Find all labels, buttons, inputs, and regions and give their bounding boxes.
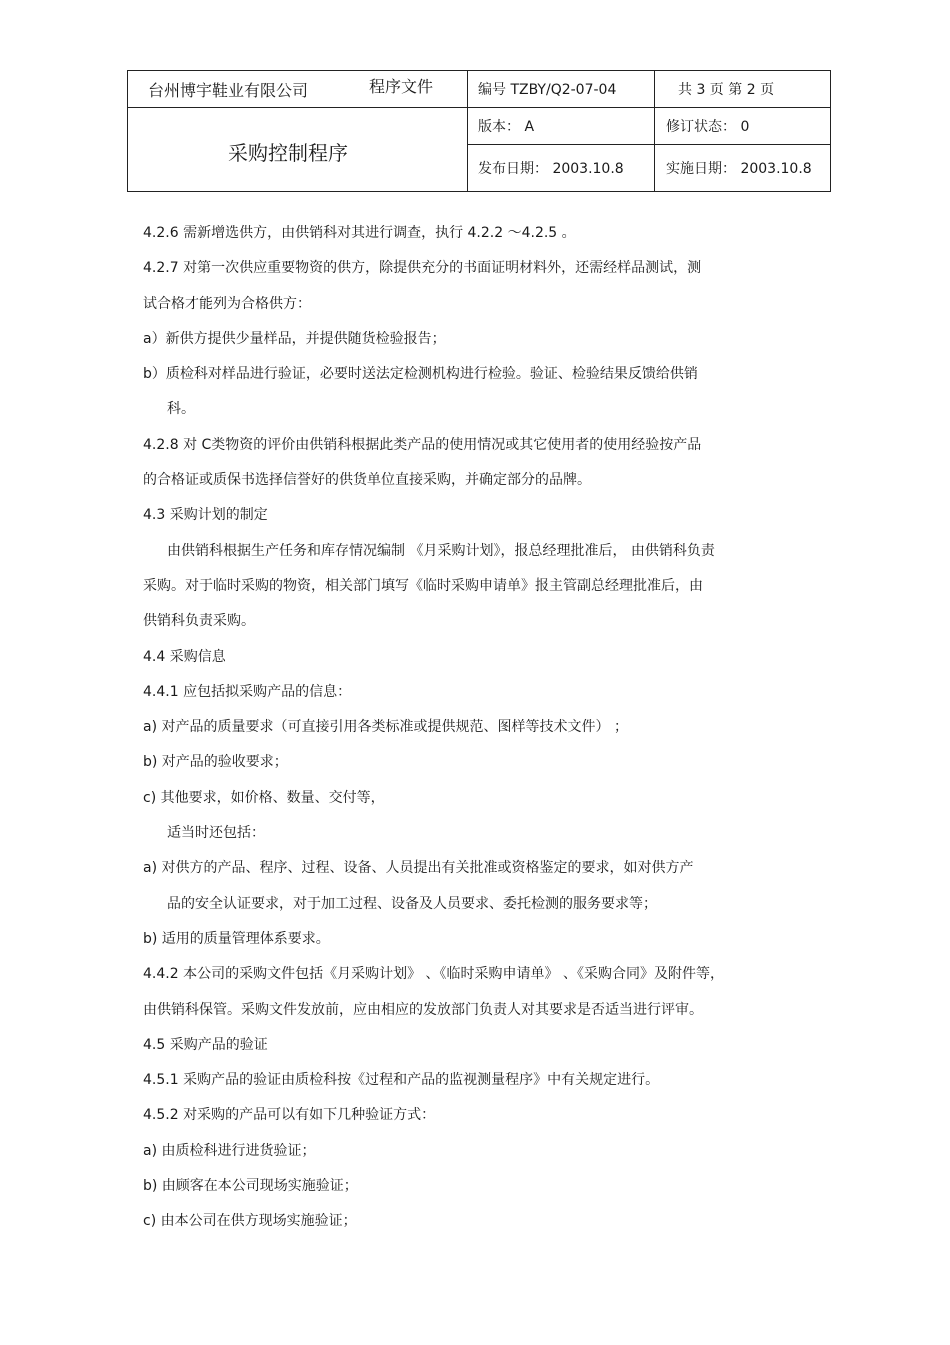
header-divider-vertical-2 xyxy=(654,71,655,191)
body-line: 试合格才能列为合格供方： xyxy=(143,295,311,312)
document-type: 程序文件 xyxy=(369,76,434,96)
list-item: b) 适用的质量管理体系要求。 xyxy=(143,930,330,947)
list-item: a) 对产品的质量要求（可直接引用各类标准或提供规范、图样等技术文件） ； xyxy=(143,719,628,736)
body-line: 品的安全认证要求，对于加工过程、设备及人员要求、委托检测的服务要求等； xyxy=(167,895,657,912)
body-line: 科。 xyxy=(167,401,195,418)
body-line: 供销科负责采购。 xyxy=(143,613,255,630)
body-line: b）质检科对样品进行验证，必要时送法定检测机构进行检验。验证、检验结果反馈给供销 xyxy=(143,366,698,383)
body-line: 4.2.7 对第一次供应重要物资的供方，除提供充分的书面证明材料外，还需经样品测试，测 xyxy=(143,260,702,277)
body-line: 4.5.2 对采购的产品可以有如下几种验证方式： xyxy=(143,1107,436,1124)
list-item: b) 对产品的验收要求； xyxy=(143,754,288,771)
body-line: 的合格证或质保书选择信誉好的供货单位直接采购，并确定部分的品牌。 xyxy=(143,472,591,489)
document-body xyxy=(143,216,823,1240)
body-line: 适当时还包括： xyxy=(167,825,265,842)
body-line: 4.5.1 采购产品的验证由质检科按《过程和产品的监视测量程序》中有关规定进行。 xyxy=(143,1072,660,1089)
body-line: 4.2.8 对 C类物资的评价由供销科根据此类产品的使用情况或其它使用者的使用经验按产品 xyxy=(143,436,702,453)
implement-date: 实施日期： 2003.10.8 xyxy=(666,161,812,177)
header-divider-vertical-1 xyxy=(467,71,468,191)
section-heading: 4.3 采购计划的制定 xyxy=(143,507,268,524)
company-name: 台州博宇鞋业有限公司 xyxy=(148,80,309,100)
body-line: 4.4.2 本公司的采购文件包括《月采购计划》 、《临时采购申请单》 、《采购合同》及附件等， xyxy=(143,966,724,983)
page-count: 共 3 页 第 2 页 xyxy=(678,82,775,98)
publish-date: 发布日期： 2003.10.8 xyxy=(478,161,624,177)
list-item: c) 其他要求，如价格、数量、交付等， xyxy=(143,789,385,806)
document-title: 采购控制程序 xyxy=(228,140,348,165)
list-item: b) 由顾客在本公司现场实施验证； xyxy=(143,1178,358,1195)
body-line: 由供销科保管。采购文件发放前，应由相应的发放部门负责人对其要求是否适当进行评审。 xyxy=(143,1001,703,1018)
body-line: 4.4.1 应包括拟采购产品的信息： xyxy=(143,683,352,700)
body-line: 采购。对于临时采购的物资，相关部门填写《临时采购申请单》报主管副总经理批准后，由 xyxy=(143,577,703,594)
list-item: a) 对供方的产品、程序、过程、设备、人员提出有关批准或资格鉴定的要求，如对供方产 xyxy=(143,860,694,877)
document-header-table xyxy=(127,70,831,192)
section-heading: 4.4 采购信息 xyxy=(143,648,226,665)
document-number: 编号 TZBY/Q2-07-04 xyxy=(478,82,617,98)
revision-status: 修订状态： 0 xyxy=(666,119,750,135)
list-item: c) 由本公司在供方现场实施验证； xyxy=(143,1213,357,1230)
body-line: 4.2.6 需新增选供方，由供销科对其进行调查，执行 4.2.2 ～4.2.5 。 xyxy=(143,225,576,241)
version: 版本： A xyxy=(478,119,535,135)
list-item: a) 由质检科进行进货验证； xyxy=(143,1142,316,1159)
body-line: a）新供方提供少量样品，并提供随货检验报告； xyxy=(143,330,446,347)
section-heading: 4.5 采购产品的验证 xyxy=(143,1036,268,1053)
body-line: 由供销科根据生产任务和库存情况编制 《月采购计划》，报总经理批准后， 由供销科负责 xyxy=(167,542,715,559)
